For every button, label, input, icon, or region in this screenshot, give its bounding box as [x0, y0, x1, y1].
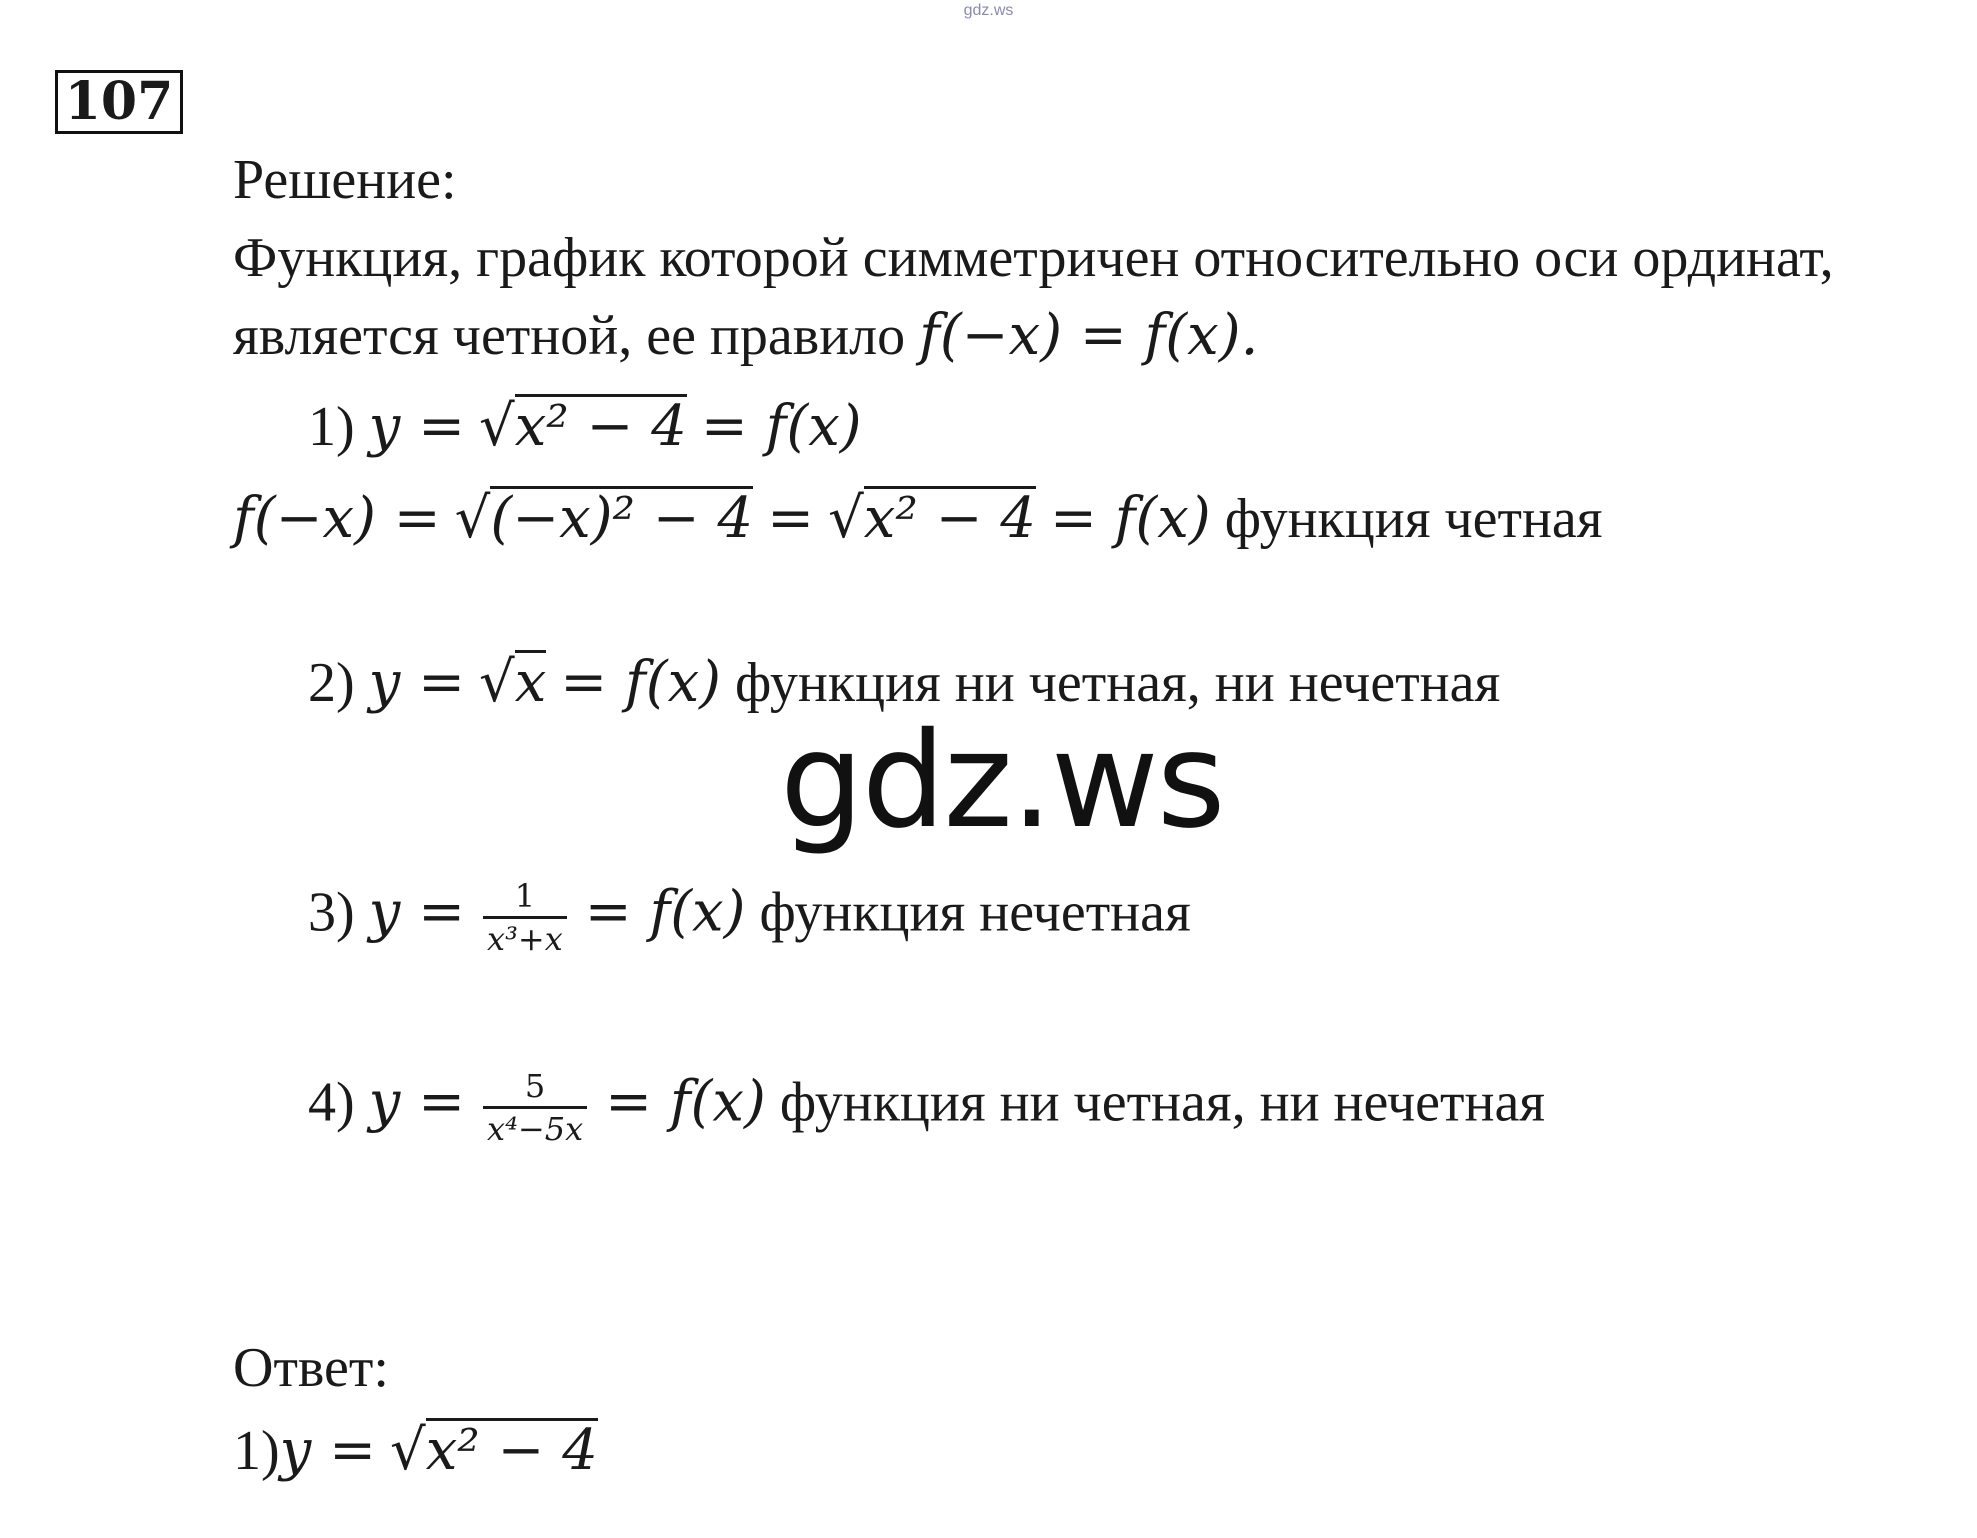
- sqrt-sign-icon: √: [479, 650, 515, 715]
- item-4-denominator: x⁴−5x: [483, 1106, 587, 1149]
- item-1-check: [233, 486, 1603, 551]
- item-1-rhs: = f(x): [700, 394, 862, 459]
- answer-lhs: y =: [279, 1418, 377, 1483]
- item-3-denominator: x³+x: [483, 916, 567, 959]
- item-4-formula: [308, 1066, 1545, 1149]
- item-3-index: 3): [308, 881, 355, 944]
- item-2-rhs: = f(x): [560, 650, 722, 715]
- item-1-check-lhs: f(−x) =: [233, 486, 441, 551]
- item-1-check-rhs: = f(x): [1049, 486, 1211, 551]
- item-1-check-mid: =: [767, 486, 815, 551]
- intro-line-2: [233, 304, 1258, 368]
- item-2-sqrt: [479, 650, 546, 715]
- sqrt-sign-icon: √: [479, 394, 515, 459]
- item-4-lhs: y =: [368, 1069, 466, 1135]
- intro-rule-formula: f(−x) = f(x).: [919, 303, 1259, 368]
- item-4-rhs: = f(x): [605, 1069, 766, 1135]
- item-1-check-sqrt: [455, 486, 754, 551]
- item-3-verdict: функция нечетная: [759, 881, 1191, 944]
- item-2-radicand: x: [514, 650, 547, 715]
- item-4-numerator: 5: [524, 1067, 546, 1105]
- problem-number-box: 107: [55, 70, 183, 134]
- item-1-radicand: x² − 4: [514, 394, 687, 459]
- item-1-verdict: функция четная: [1224, 488, 1603, 550]
- item-2-index: 2): [308, 652, 355, 714]
- sqrt-sign-icon: √: [828, 486, 864, 551]
- item-4-verdict: функция ни четная, ни нечетная: [779, 1071, 1546, 1134]
- item-1-sqrt: [479, 394, 687, 459]
- item-3-rhs: = f(x): [584, 879, 746, 945]
- item-1-formula: [308, 394, 862, 459]
- sqrt-sign-icon: √: [454, 486, 491, 551]
- header-watermark: gdz.ws: [963, 2, 1014, 19]
- item-1-check-radicand: (−x)² − 4: [490, 486, 754, 551]
- item-1-check-radicand-2: x² − 4: [863, 486, 1036, 551]
- intro-line-1: Функция, график которой симметричен относительно оси ординат,: [233, 227, 1834, 289]
- answer-formula: [233, 1418, 598, 1483]
- answer-index: 1): [233, 1420, 280, 1482]
- item-3-formula: [308, 876, 1191, 959]
- item-1-index: 1): [308, 396, 355, 458]
- answer-radicand: x² − 4: [425, 1418, 598, 1483]
- answer-sqrt: [390, 1418, 598, 1483]
- solution-heading: Решение:: [233, 149, 457, 211]
- item-3-numerator: 1: [514, 877, 536, 915]
- intro-line-2-text: является четной, ее правило: [233, 305, 906, 367]
- item-2-lhs: y =: [368, 650, 466, 715]
- item-4-index: 4): [308, 1071, 355, 1134]
- item-1-lhs: y =: [368, 394, 466, 459]
- item-3-lhs: y =: [368, 879, 466, 945]
- center-watermark: gdz.ws: [780, 704, 1224, 858]
- item-4-fraction: [483, 1066, 587, 1149]
- answer-heading: Ответ:: [233, 1337, 389, 1399]
- sqrt-sign-icon: √: [390, 1418, 426, 1483]
- item-2-verdict: функция ни четная, ни нечетная: [735, 652, 1501, 714]
- item-3-fraction: [483, 876, 567, 959]
- item-1-check-sqrt-2: [828, 486, 1036, 551]
